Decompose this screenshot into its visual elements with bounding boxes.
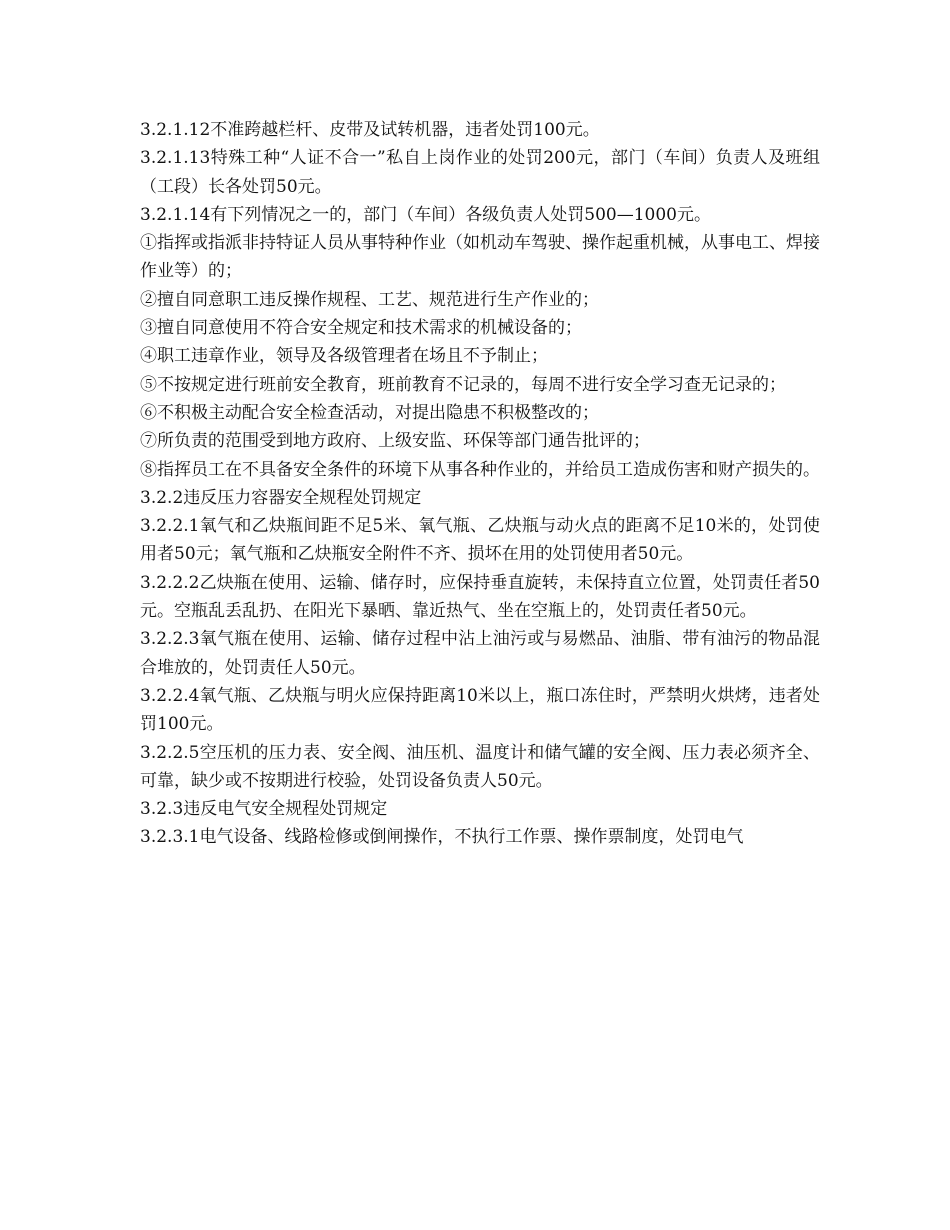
- list-item-2: ②擅自同意职工违反操作规程、工艺、规范进行生产作业的；: [140, 289, 599, 310]
- list-item-4: ④职工违章作业，领导及各级管理者在场且不予制止；: [140, 346, 548, 367]
- paragraph-3-2-2-3: 3.2.2.3氧气瓶在使用、运输、储存过程中沾上油污或与易燃品、油脂、带有油污的物品混合堆放的，处罚责任人50元。: [140, 629, 820, 678]
- list-item-5: ⑤不按规定进行班前安全教育，班前教育不记录的，每周不进行安全学习查无记录的；: [140, 374, 786, 395]
- paragraph-3-2-1-12: 3.2.1.12不准跨越栏杆、皮带及试转机器，违者处罚100元。: [140, 120, 600, 140]
- paragraph-3-2-2-2: 3.2.2.2乙炔瓶在使用、运输、储存时，应保持垂直旋转，未保持直立位置，处罚责任者50元。空瓶乱丢乱扔、在阳光下暴晒、靠近热气、坐在空瓶上的，处罚责任者50元。: [140, 572, 820, 622]
- document-body: [140, 116, 820, 852]
- section-heading-3-2-2: 3.2.2违反压力容器安全规程处罚规定: [140, 487, 422, 508]
- paragraph-3-2-2-4: 3.2.2.4氧气瓶、乙炔瓶与明火应保持距离10米以上，瓶口冻住时，严禁明火烘烤，违者处罚100元。: [140, 685, 820, 735]
- paragraph-3-2-2-5: 3.2.2.5空压机的压力表、安全阀、油压机、温度计和储气罐的安全阀、压力表必须齐全、可靠，缺少或不按期进行校验，处罚设备负责人50元。: [140, 742, 820, 791]
- paragraph-3-2-3-1: 3.2.3.1电气设备、线路检修或倒闸操作，不执行工作票、操作票制度，处罚电气: [140, 827, 744, 848]
- list-item-1: ①指挥或指派非持特证人员从事特种作业（如机动车驾驶、操作起重机械，从事电工、焊接作业等）的；: [140, 233, 820, 282]
- list-item-3: ③擅自同意使用不符合安全规定和技术需求的机械设备的；: [140, 318, 582, 339]
- paragraph-3-2-2-1: 3.2.2.1氧气和乙炔瓶间距不足5米、氧气瓶、乙炔瓶与动火点的距离不足10米的，处罚使用者50元；氧气瓶和乙炔瓶安全附件不齐、损坏在用的处罚使用者50元。: [140, 516, 820, 565]
- list-item-7: ⑦所负责的范围受到地方政府、上级安监、环保等部门通告批评的；: [140, 431, 650, 452]
- list-item-6: ⑥不积极主动配合安全检查活动，对提出隐患不积极整改的；: [140, 402, 599, 423]
- section-heading-3-2-3: 3.2.3违反电气安全规程处罚规定: [140, 799, 388, 820]
- paragraph-3-2-1-14: 3.2.1.14有下列情况之一的，部门（车间）各级负责人处罚500—1000元。: [140, 204, 712, 225]
- paragraph-3-2-1-13: 3.2.1.13特殊工种“人证不合一”私自上岗作业的处罚200元，部门（车间）负责人及班组（工段）长各处罚50元。: [140, 148, 820, 197]
- list-item-8: ⑧指挥员工在不具备安全条件的环境下从事各种作业的，并给员工造成伤害和财产损失的。: [140, 459, 820, 480]
